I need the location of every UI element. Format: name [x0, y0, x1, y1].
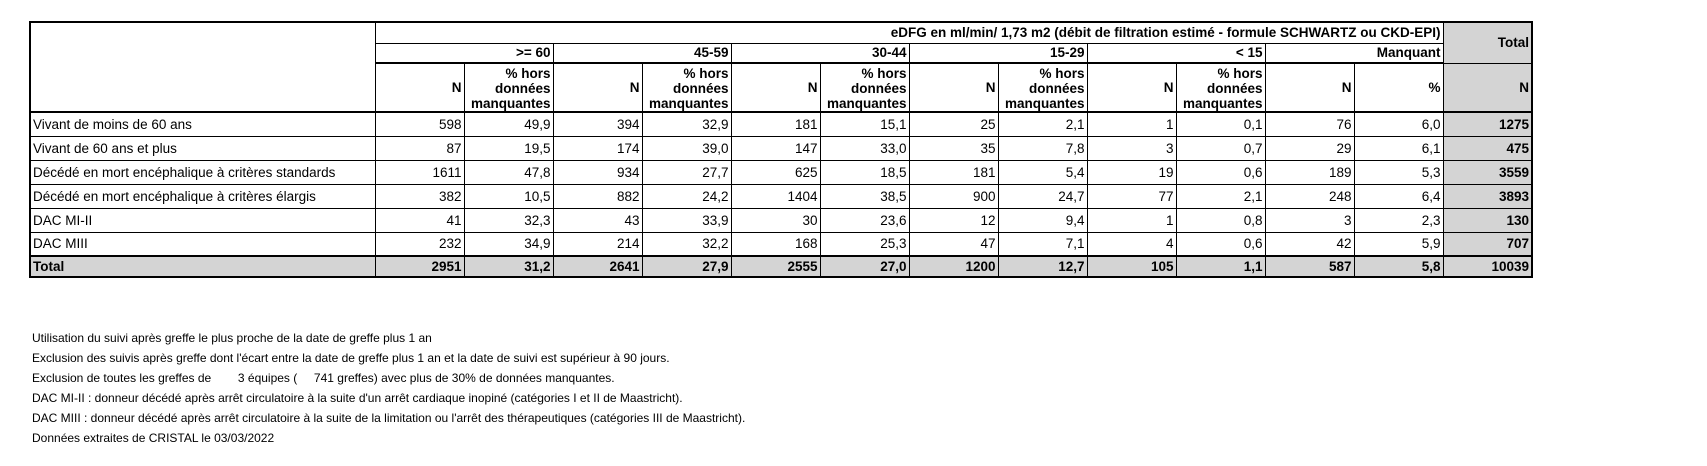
footnote-line: DAC MIII : donneur décédé après arrêt circulatoire à la suite de la limitation ou l'arrêt des thérapeutiques (catégories III de Maastricht).: [32, 411, 746, 425]
table-cell: 598: [375, 112, 464, 136]
sub-header-pct: % hors données manquantes: [820, 63, 909, 112]
table-cell: 0,6: [1176, 160, 1265, 184]
table-cell: 33,0: [820, 136, 909, 160]
table-cell: 5,8: [1354, 256, 1443, 277]
total-row: [30, 256, 1532, 277]
row-total: 475: [1443, 136, 1532, 160]
table-cell: 394: [553, 112, 642, 136]
table-cell: 4: [1087, 232, 1176, 256]
results-table: [29, 21, 1533, 278]
table-cell: 49,9: [464, 112, 553, 136]
table-cell: 32,3: [464, 208, 553, 232]
table-cell: 27,0: [820, 256, 909, 277]
group-header: 15-29: [909, 43, 1087, 63]
table-cell: 232: [375, 232, 464, 256]
table-cell: 105: [1087, 256, 1176, 277]
table-cell: 15,1: [820, 112, 909, 136]
table-cell: 5,3: [1354, 160, 1443, 184]
row-label: DAC MIII: [30, 232, 375, 256]
corner-cell: [30, 22, 375, 112]
row-label: Décédé en mort encéphalique à critères élargis: [30, 184, 375, 208]
table-row: [30, 112, 1532, 136]
table-cell: 1404: [731, 184, 820, 208]
sub-header-total-n: N: [1443, 63, 1532, 112]
table-cell: 39,0: [642, 136, 731, 160]
footnotes: [32, 328, 745, 448]
table-cell: 2951: [375, 256, 464, 277]
table-cell: 18,5: [820, 160, 909, 184]
table-cell: 47,8: [464, 160, 553, 184]
table-cell: 42: [1265, 232, 1354, 256]
footnote-line: Utilisation du suivi après greffe le plus proche de la date de greffe plus 1 an: [32, 331, 432, 345]
table-cell: 0,7: [1176, 136, 1265, 160]
table-cell: 2,3: [1354, 208, 1443, 232]
table-cell: 934: [553, 160, 642, 184]
table-cell: 9,4: [998, 208, 1087, 232]
sub-header-n: N: [375, 63, 464, 112]
table-cell: 38,5: [820, 184, 909, 208]
group-header: < 15: [1087, 43, 1265, 63]
row-label: Décédé en mort encéphalique à critères standards: [30, 160, 375, 184]
sub-header-n: N: [1265, 63, 1354, 112]
table-cell: 174: [553, 136, 642, 160]
sub-header-pct: % hors données manquantes: [998, 63, 1087, 112]
table-cell: 10,5: [464, 184, 553, 208]
table-cell: 382: [375, 184, 464, 208]
table-cell: 19: [1087, 160, 1176, 184]
group-header: 30-44: [731, 43, 909, 63]
table-cell: 6,4: [1354, 184, 1443, 208]
table-row: [30, 208, 1532, 232]
sub-header-pct: % hors données manquantes: [1176, 63, 1265, 112]
sub-header-pct: % hors données manquantes: [642, 63, 731, 112]
table-cell: 0,8: [1176, 208, 1265, 232]
sub-header-pct: % hors données manquantes: [464, 63, 553, 112]
table-cell: 27,7: [642, 160, 731, 184]
row-label: Vivant de moins de 60 ans: [30, 112, 375, 136]
table-cell: 1200: [909, 256, 998, 277]
footnote-line: Données extraites de CRISTAL le 03/03/2022: [32, 431, 275, 445]
table-cell: 47: [909, 232, 998, 256]
table-row: [30, 184, 1532, 208]
row-total: 130: [1443, 208, 1532, 232]
table-cell: 12: [909, 208, 998, 232]
table-cell: 900: [909, 184, 998, 208]
table-cell: 587: [1265, 256, 1354, 277]
table-cell: 214: [553, 232, 642, 256]
sub-header-n: N: [553, 63, 642, 112]
table-cell: 625: [731, 160, 820, 184]
table-cell: 30: [731, 208, 820, 232]
table-cell: 19,5: [464, 136, 553, 160]
table-cell: 5,4: [998, 160, 1087, 184]
row-total: 10039: [1443, 256, 1532, 277]
table-cell: 1611: [375, 160, 464, 184]
table-cell: 32,9: [642, 112, 731, 136]
row-total: 1275: [1443, 112, 1532, 136]
table-cell: 24,7: [998, 184, 1087, 208]
table-cell: 27,9: [642, 256, 731, 277]
table-cell: 1: [1087, 208, 1176, 232]
sub-header-n: N: [731, 63, 820, 112]
sub-header-n: N: [909, 63, 998, 112]
table-cell: 33,9: [642, 208, 731, 232]
table-cell: 77: [1087, 184, 1176, 208]
table-cell: 12,7: [998, 256, 1087, 277]
table-cell: 2,1: [998, 112, 1087, 136]
row-label: DAC MI-II: [30, 208, 375, 232]
table-cell: 0,6: [1176, 232, 1265, 256]
footnote-line: Exclusion de toutes les greffes de 3 équipes ( 741 greffes) avec plus de 30% de données manquantes.: [32, 371, 615, 385]
row-label: Total: [30, 256, 375, 277]
table-cell: 43: [553, 208, 642, 232]
table-cell: 76: [1265, 112, 1354, 136]
table-cell: 41: [375, 208, 464, 232]
table-cell: 35: [909, 136, 998, 160]
table-cell: 6,1: [1354, 136, 1443, 160]
table-cell: 2,1: [1176, 184, 1265, 208]
footnote-line: DAC MI-II : donneur décédé après arrêt circulatoire à la suite d'un arrêt cardiaque inopiné (catégories I et II de Maastricht).: [32, 391, 683, 405]
table-row: [30, 136, 1532, 160]
table-cell: 3: [1265, 208, 1354, 232]
table-row: [30, 232, 1532, 256]
table-cell: 29: [1265, 136, 1354, 160]
footnote-line: Exclusion des suivis après greffe dont l'écart entre la date de greffe plus 1 an et la date de suivi est supérieur à 90 jours.: [32, 351, 670, 365]
table-cell: 168: [731, 232, 820, 256]
row-label: Vivant de 60 ans et plus: [30, 136, 375, 160]
group-header: Manquant: [1265, 43, 1443, 63]
table-row: [30, 160, 1532, 184]
table-cell: 147: [731, 136, 820, 160]
table-cell: 181: [909, 160, 998, 184]
table-cell: 24,2: [642, 184, 731, 208]
table-cell: 0,1: [1176, 112, 1265, 136]
table-cell: 7,1: [998, 232, 1087, 256]
table-cell: 25,3: [820, 232, 909, 256]
table-cell: 31,2: [464, 256, 553, 277]
table-cell: 3: [1087, 136, 1176, 160]
group-header: 45-59: [553, 43, 731, 63]
group-title: eDFG en ml/min/ 1,73 m2 (débit de filtration estimé - formule SCHWARTZ ou CKD-EPI): [375, 22, 1443, 43]
table-cell: 34,9: [464, 232, 553, 256]
sub-header-pct: %: [1354, 63, 1443, 112]
table-cell: 87: [375, 136, 464, 160]
row-total: 707: [1443, 232, 1532, 256]
sub-header-n: N: [1087, 63, 1176, 112]
table-cell: 882: [553, 184, 642, 208]
table-cell: 6,0: [1354, 112, 1443, 136]
table-cell: 7,8: [998, 136, 1087, 160]
table-cell: 32,2: [642, 232, 731, 256]
table-cell: 1,1: [1176, 256, 1265, 277]
table-cell: 1: [1087, 112, 1176, 136]
table-cell: 5,9: [1354, 232, 1443, 256]
table-cell: 25: [909, 112, 998, 136]
table-cell: 181: [731, 112, 820, 136]
table-cell: 23,6: [820, 208, 909, 232]
row-total: 3559: [1443, 160, 1532, 184]
row-total: 3893: [1443, 184, 1532, 208]
total-header: Total: [1443, 22, 1532, 63]
table-cell: 189: [1265, 160, 1354, 184]
table-cell: 2641: [553, 256, 642, 277]
group-header: >= 60: [375, 43, 553, 63]
table-cell: 2555: [731, 256, 820, 277]
table-cell: 248: [1265, 184, 1354, 208]
